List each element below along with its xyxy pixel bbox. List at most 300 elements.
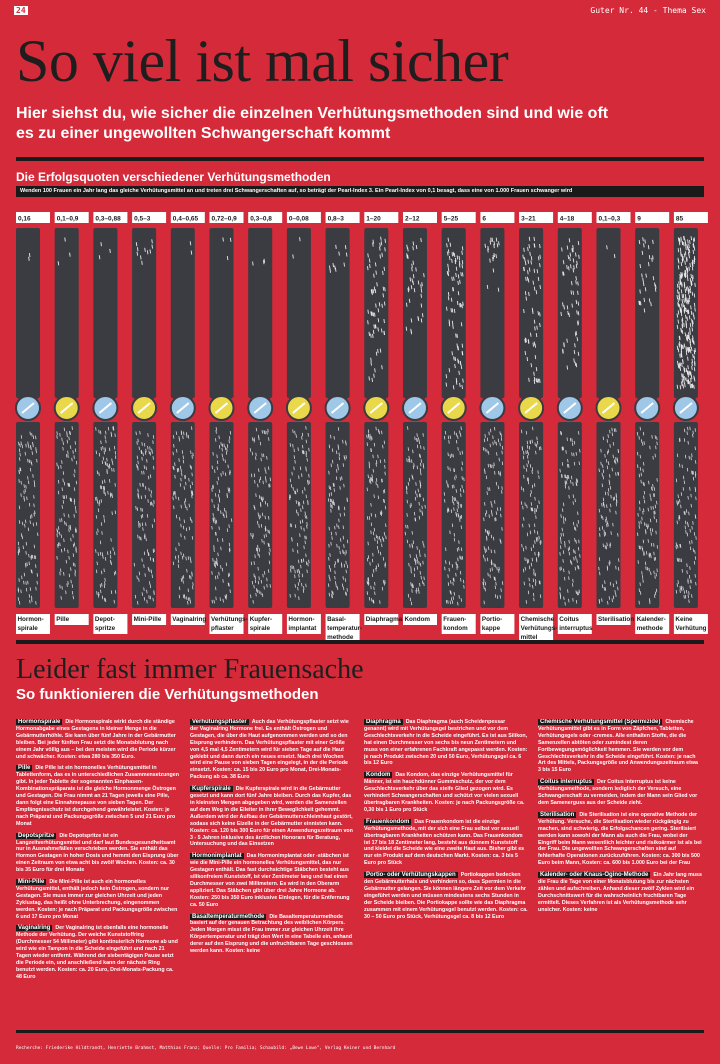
sperm-mark [30,468,31,472]
sperm-mark [691,347,692,351]
sperm-mark [657,569,658,573]
sperm-mark [68,514,69,518]
sperm-mark [213,558,214,562]
sperm-mark [459,263,460,267]
sperm-mark [686,509,687,512]
sperm-mark [306,495,307,499]
sperm-mark [447,480,448,484]
sperm-mark [525,567,526,571]
sperm-mark [570,253,571,257]
sperm-mark [576,600,577,604]
method-name-label: Kalender- [636,616,666,623]
sperm-mark [223,599,224,603]
sperm-mark [32,599,33,603]
sperm-mark [19,547,20,551]
sperm-mark [153,435,154,439]
sperm-mark [219,445,220,449]
method-name-label: Frauen- [443,616,467,623]
sperm-mark [305,487,306,491]
sperm-mark [650,519,651,523]
sperm-mark [309,474,310,478]
sperm-mark [492,561,493,565]
sperm-mark [189,575,190,579]
sperm-mark [192,492,193,496]
section2-title: Leider fast immer Frauensache [16,654,364,685]
sperm-mark [308,433,309,437]
sperm-mark [25,452,26,456]
sperm-mark [647,526,648,530]
sperm-mark [228,583,229,587]
sperm-mark [575,362,576,366]
sperm-mark [560,545,561,549]
sperm-mark [677,454,678,458]
sperm-mark [420,455,421,459]
sperm-mark [142,558,143,562]
sperm-mark [452,351,453,355]
sperm-mark [680,336,681,340]
sperm-mark [114,552,115,556]
sperm-mark [448,466,449,470]
sperm-mark [602,526,603,530]
sperm-mark [454,431,455,435]
sperm-mark [578,352,579,356]
sperm-mark [417,588,418,592]
sperm-mark [680,362,681,366]
sperm-mark [642,575,643,579]
sperm-mark [373,455,374,459]
sperm-mark [687,563,688,567]
sperm-mark [265,501,266,505]
sperm-mark [22,522,23,526]
sperm-mark [103,457,104,461]
sperm-mark [484,601,485,605]
sperm-mark [488,487,489,491]
sperm-mark [265,476,266,480]
sperm-mark [72,591,73,595]
sperm-mark [254,574,255,578]
sperm-mark [421,472,422,476]
sperm-mark [145,248,146,252]
sperm-mark [529,578,530,582]
pearl-index-label: 0,3–0,88 [95,215,121,223]
sperm-mark [154,549,155,553]
sperm-mark [689,348,690,352]
sperm-mark [229,549,230,553]
sperm-mark [423,561,424,565]
sperm-mark [691,281,692,285]
sperm-mark [219,490,220,494]
sperm-mark [496,511,497,515]
sperm-mark [681,237,682,241]
sperm-mark [692,277,693,281]
sperm-mark [652,258,653,262]
sperm-mark [682,254,683,258]
sperm-mark [563,550,564,554]
sperm-mark [456,489,457,493]
sperm-mark [609,480,610,484]
sperm-mark [70,253,71,257]
sperm-mark [486,537,487,541]
sperm-mark [460,451,461,455]
sperm-mark [421,576,422,580]
sperm-mark [307,570,308,574]
sperm-mark [601,449,602,453]
sperm-mark [113,426,114,430]
sperm-mark [69,529,70,533]
sperm-mark [222,444,223,448]
sperm-mark [368,578,369,582]
method-name-label: Depot- [94,616,115,623]
sperm-mark [492,504,493,508]
sperm-mark [565,541,566,545]
sperm-mark [62,518,63,522]
sperm-mark [609,562,610,566]
sperm-mark [608,449,609,453]
sperm-mark [446,383,447,387]
sperm-mark [487,491,488,495]
sperm-mark [654,594,655,598]
sperm-mark [679,515,680,519]
sperm-mark [607,524,608,528]
sperm-mark [526,297,527,301]
sperm-mark [613,584,614,588]
sperm-mark [152,239,153,243]
sperm-mark [27,497,28,501]
sperm-mark [602,503,603,507]
sperm-mark [229,573,230,577]
sperm-mark [610,560,611,564]
sperm-mark [540,244,541,248]
sperm-mark [653,276,654,280]
sperm-mark [461,426,462,430]
sperm-mark [644,552,645,556]
method-heading: Frauenkondom [366,818,410,825]
sperm-mark [493,435,494,439]
sperm-mark [448,296,449,300]
sperm-mark [500,595,501,599]
sperm-mark [524,582,525,586]
sperm-mark [296,500,297,504]
sperm-mark [448,249,449,253]
sperm-mark [372,574,373,578]
sperm-mark [455,364,456,368]
sperm-mark [409,478,410,482]
sperm-mark [406,486,407,490]
sperm-mark [144,552,145,556]
sperm-mark [459,540,460,544]
sperm-mark [687,431,688,435]
sperm-mark [646,523,647,527]
sperm-mark [183,455,184,459]
sperm-mark [254,438,255,442]
sperm-mark [690,371,691,375]
sperm-mark [563,350,564,354]
sperm-mark [651,555,652,559]
sperm-mark [299,475,300,479]
sperm-mark [456,475,457,479]
sperm-mark [252,535,253,539]
sperm-mark [145,486,146,490]
sperm-mark [292,472,293,476]
sperm-mark [606,546,607,550]
sperm-mark [693,335,694,339]
sperm-mark [147,600,148,604]
sperm-mark [176,431,177,435]
sperm-mark [527,441,528,445]
sperm-mark [689,267,690,271]
sperm-mark [296,434,297,438]
sperm-mark [460,488,461,492]
sperm-mark [173,466,174,470]
sperm-mark [461,365,462,369]
sperm-mark [562,474,563,478]
sperm-mark [695,556,696,560]
method-column [403,212,437,625]
sperm-mark [417,566,418,570]
sperm-mark [63,495,64,499]
sperm-mark [532,508,533,512]
sperm-mark [678,494,679,498]
sperm-mark [455,497,456,501]
sperm-mark [298,501,299,505]
sperm-mark [653,494,654,498]
sperm-mark [414,463,415,467]
sperm-mark [688,427,689,431]
sperm-mark [346,592,347,596]
sperm-mark [458,346,459,350]
sperm-mark [639,474,640,478]
sperm-mark [340,513,341,517]
sperm-mark [410,554,411,558]
sperm-mark [188,601,189,605]
sperm-mark [690,289,691,293]
sperm-mark [76,461,77,465]
sperm-mark [447,509,448,513]
sperm-mark [99,592,100,596]
sperm-mark [144,471,145,475]
sperm-mark [489,487,490,491]
sperm-mark [32,433,33,437]
sperm-mark [529,566,530,570]
sperm-mark [679,286,680,290]
sperm-mark [192,455,193,459]
sperm-mark [261,592,262,596]
sperm-mark [484,579,485,583]
sperm-mark [375,289,376,293]
sperm-mark [646,566,647,570]
sperm-mark [493,268,494,272]
method-column [480,212,514,634]
sperm-mark [384,490,385,494]
sperm-mark [332,595,333,599]
sperm-mark [691,311,692,315]
sperm-mark [58,466,59,470]
sperm-mark [456,273,457,277]
sperm-mark [568,475,569,479]
sperm-mark [24,496,25,500]
sperm-mark [573,501,574,505]
sperm-mark [298,587,299,591]
sperm-mark [181,478,182,482]
sperm-mark [295,491,296,495]
method-description [16,719,180,760]
sperm-mark [419,561,420,565]
sperm-mark [333,499,334,503]
sperm-mark [102,480,103,484]
sperm-mark [299,579,300,583]
sperm-mark [107,458,108,462]
sperm-mark [224,508,225,512]
sperm-mark [578,320,579,324]
sperm-mark [336,584,337,588]
sperm-mark [452,524,453,528]
sperm-mark [367,488,368,492]
sperm-mark [488,249,489,253]
method-name-label: Basal- [327,616,347,623]
sperm-mark [502,490,503,494]
sperm-mark [603,516,604,520]
sperm-mark [380,349,381,353]
sperm-mark [464,478,465,482]
sperm-mark [490,241,491,245]
sperm-mark [138,489,139,493]
sperm-mark [605,519,606,523]
pearl-index-label: 85 [675,215,684,223]
sperm-mark [460,361,461,365]
sperm-mark [269,543,270,547]
sperm-mark [686,336,687,340]
sperm-mark [411,318,412,322]
sperm-mark [462,351,463,355]
sperm-mark [416,554,417,558]
sperm-mark [148,552,149,556]
sperm-mark [648,508,649,512]
sperm-mark [26,542,27,546]
sperm-mark [676,590,677,594]
sperm-mark [680,589,681,593]
sperm-mark [218,477,219,481]
sperm-mark [31,555,32,559]
sperm-mark [616,511,617,515]
sperm-mark [329,527,330,531]
method-text: Die Sterilisation ist eine operative Methode der Verhütung. Versuche, die Sterilisation wieder rückgängig zu machen, sind schwierig, die Erfolgschancen gering. Sterilisiert werden kann sowohl der Mann als auch die Frau, wobei der Eingriff beim Mann wesentlich leichter und risikoärmer ist als bei der Frau. Die ungewollten Schwangerschaften sind auf fehlerhafte Operationen zurückzuführen. Kosten: ca. 300 bis 500 Euro beim Mann, Kosten: ca. 600 bis 1.000 Euro bei der Frau [538,811,702,867]
sperm-mark [571,480,572,484]
sperm-mark [176,515,177,519]
sperm-mark [539,536,540,540]
sperm-mark [149,595,150,599]
method-column [55,212,89,625]
sperm-mark [577,261,578,265]
sperm-mark [579,461,580,465]
sperm-mark [640,582,641,586]
sperm-mark [605,580,606,584]
sperm-mark [367,435,368,439]
sperm-mark [381,241,382,245]
sperm-mark [645,562,646,566]
sperm-mark [180,466,181,470]
sperm-mark [532,485,533,489]
sperm-mark [250,595,251,599]
sperm-mark [540,312,541,316]
sperm-mark [293,444,294,448]
sperm-mark [530,252,531,256]
sperm-mark [302,520,303,524]
sperm-mark [74,474,75,478]
sperm-mark [616,429,617,433]
sperm-mark [681,272,682,276]
sperm-mark [639,436,640,440]
sperm-mark [34,545,35,549]
sperm-mark [562,528,563,532]
method-name-label: Kondom [404,616,431,623]
sperm-mark [491,464,492,468]
sperm-mark [378,349,379,353]
sperm-mark [419,550,420,554]
sperm-mark [344,263,345,267]
sperm-mark [409,563,410,567]
sperm-mark [265,467,266,471]
sperm-mark [533,544,534,548]
sperm-mark [57,463,58,467]
sperm-mark [655,283,656,287]
sperm-mark [139,521,140,525]
sperm-mark [337,544,338,548]
sperm-mark [417,466,418,470]
sperm-mark [417,560,418,564]
sperm-mark [419,441,420,445]
sperm-mark [142,261,143,265]
sperm-mark [375,368,376,372]
sperm-mark [694,532,695,536]
sperm-mark [681,262,682,266]
method-heading: Pille [18,765,31,772]
sperm-mark [497,452,498,456]
sperm-mark [214,545,215,549]
sperm-mark [691,580,692,584]
sperm-mark [448,272,449,276]
sperm-mark [694,561,695,565]
sperm-mark [369,259,370,263]
sperm-mark [153,549,154,553]
sperm-mark [20,444,21,448]
sperm-mark [491,501,492,505]
sperm-mark [492,567,493,571]
method-text: Die Kupferspirale wird in die Gebärmutter gesetzt und kann dort fünf Jahre bleiben. Durch das Kupfer, das in kleinsten Mengen abgegeben wird, werden die Samenzellen auf dem Weg in die Eileiter in ihrer Beweglichkeit gehemmt. Außerdem wird der Aufbau der Gebärmutterschleimhaut gestört, sodass sich keine Eizelle in der Gebärmutter einnisten kann. Kosten: ca. 120 bis 300 Euro für einen Anwendungszeitraum von 3 - 5 Jahren inklusive des ärztlichen Honorars für Beratung, Untersuchung und das Einsetzen [190,786,353,848]
sperm-mark [141,537,142,541]
sperm-mark [140,431,141,435]
sperm-mark [334,436,335,440]
sperm-mark [407,491,408,495]
method-name-label: spirale [249,625,271,632]
method-column [93,212,127,634]
sperm-mark [376,482,377,486]
sperm-mark [639,588,640,592]
sperm-mark [300,533,301,537]
sperm-mark [648,245,649,249]
sperm-mark [454,277,455,281]
sperm-mark [461,515,462,519]
method-column [248,212,282,634]
method-description [538,872,702,913]
sperm-mark [334,488,335,492]
sperm-mark [267,503,268,507]
sperm-mark [616,457,617,461]
sperm-mark [679,439,680,443]
sperm-mark [654,516,655,520]
sperm-mark [535,573,536,577]
sperm-mark [371,437,372,441]
sperm-mark [575,550,576,554]
